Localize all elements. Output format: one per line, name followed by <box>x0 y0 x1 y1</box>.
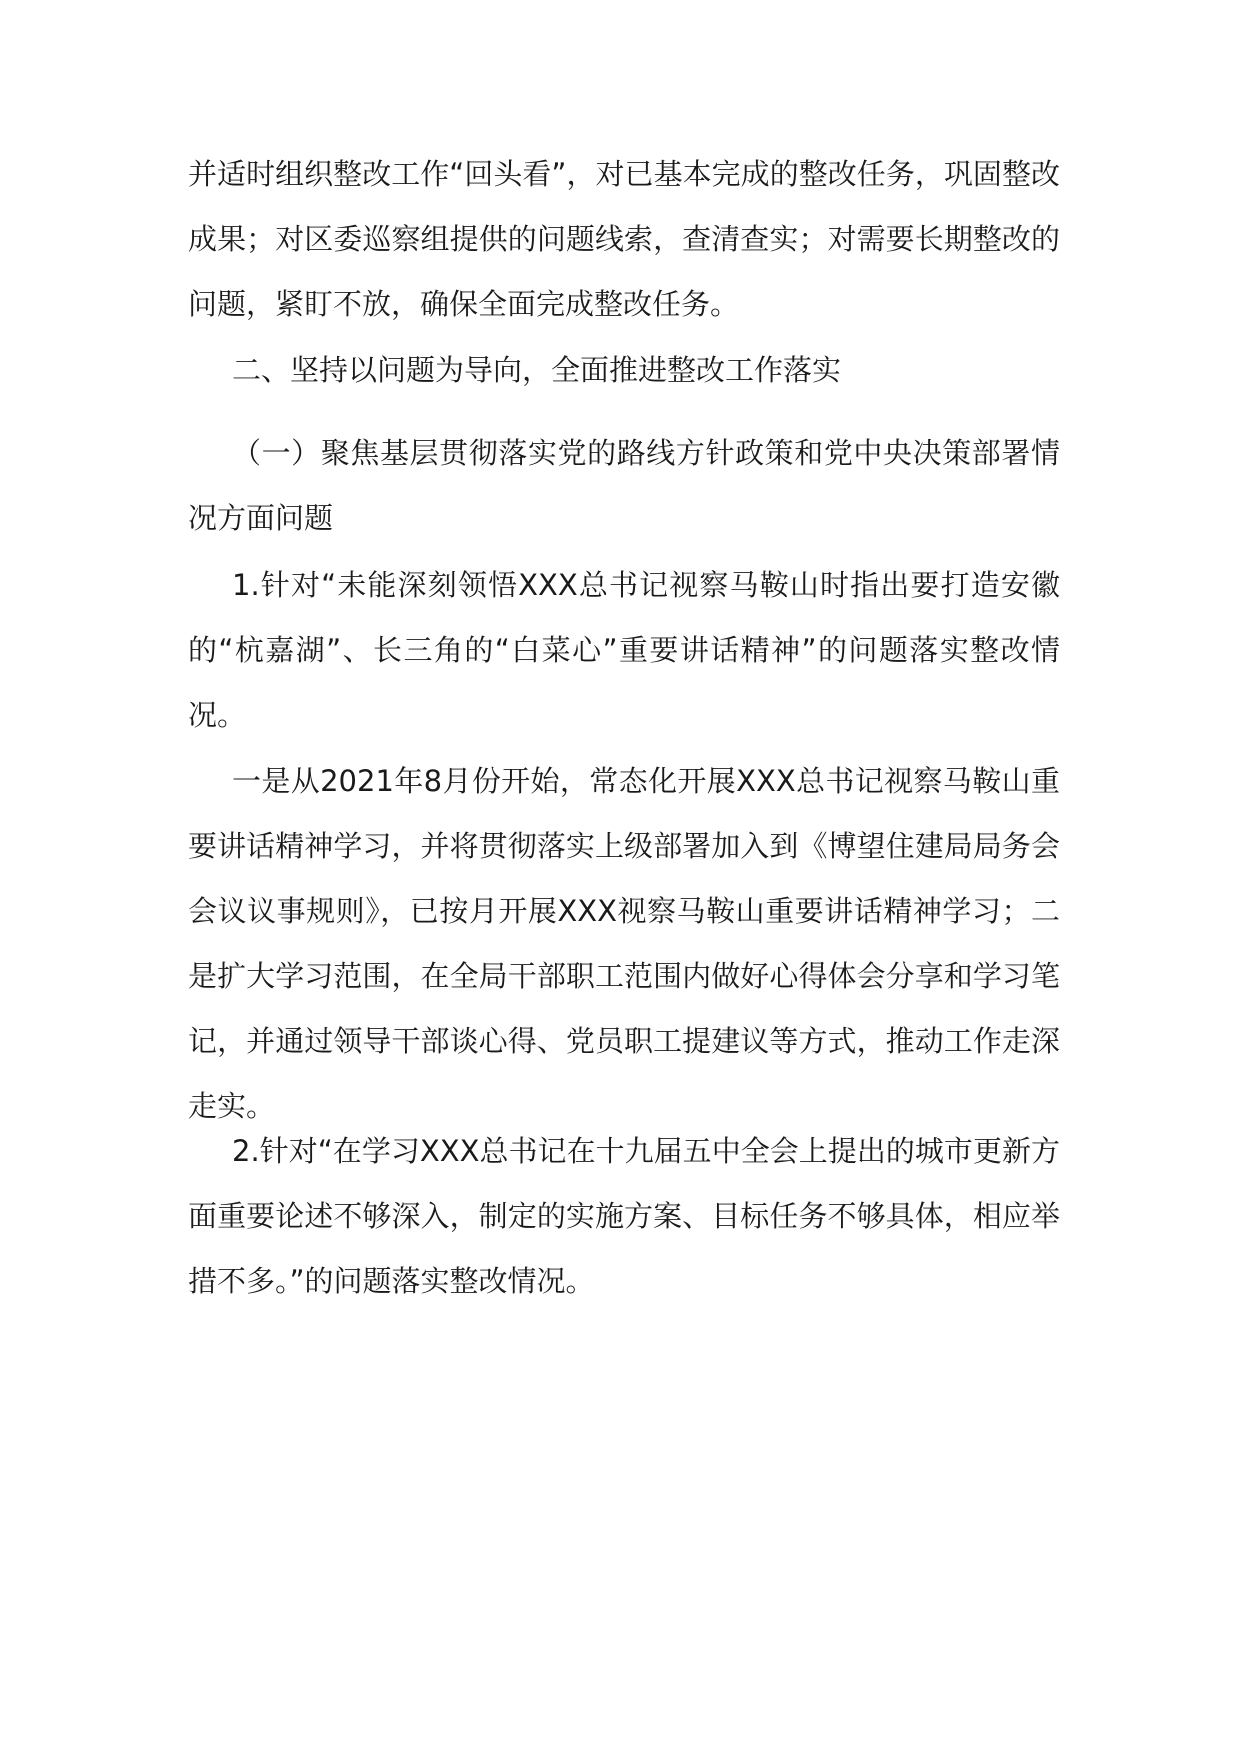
paragraph-continuation: 并适时组织整改工作“回头看”，对已基本完成的整改任务，巩固整改成果；对区委巡察组提供的问题线索，查清查实；对需要长期整改的问题，紧盯不放，确保全面完成整改任务。 <box>188 157 1060 321</box>
subsection-heading-1: （一）聚焦基层贯彻落实党的路线方针政策和党中央决策部署情况方面问题 <box>188 436 1060 535</box>
section-heading-2: 二、坚持以问题为导向，全面推进整改工作落实 <box>232 353 842 387</box>
item-1-heading: 1.针对“未能深刻领悟XXX总书记视察马鞍山时指出要打造安徽的“杭嘉湖”、长三角的“白菜心”重要讲话精神”的问题落实整改情况。 <box>188 568 1060 732</box>
item-2-heading: 2.针对“在学习XXX总书记在十九届五中全会上提出的城市更新方面重要论述不够深入，制定的实施方案、目标任务不够具体，相应举措不多。”的问题落实整改情况。 <box>188 1134 1060 1298</box>
item-1-body: 一是从2021年8月份开始，常态化开展XXX总书记视察马鞍山重要讲话精神学习，并将贯彻落实上级部署加入到《博望住建局局务会会议议事规则》，已按月开展XXX视察马鞍山重要讲话精神学习；二是扩大学习范围，在全局干部职工范围内做好心得体会分享和学习笔记，并通过领导干部谈心得、党员职工提建议等方式，推动工作走深走实。 <box>188 764 1060 1123</box>
